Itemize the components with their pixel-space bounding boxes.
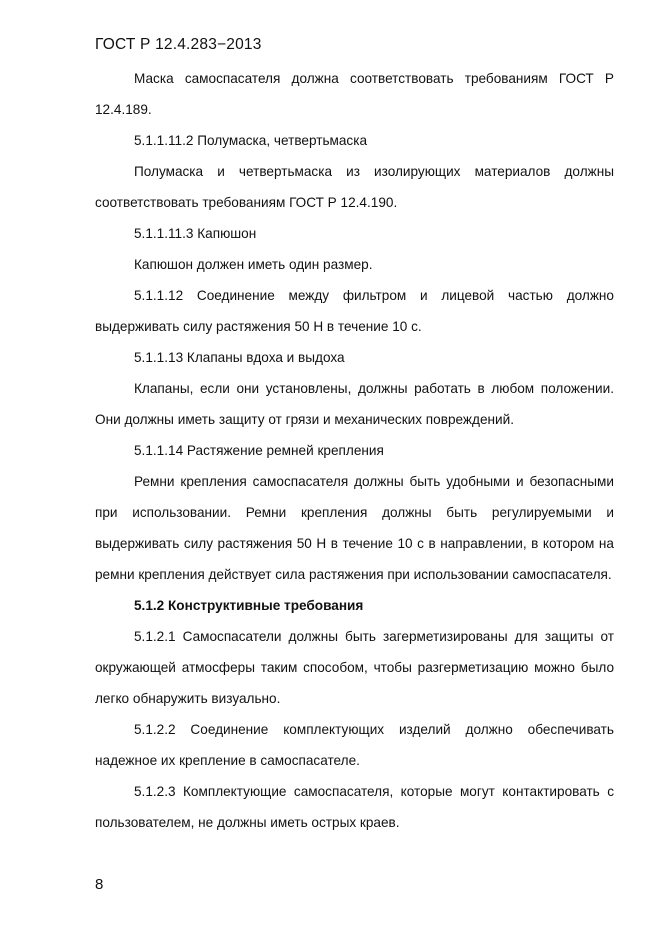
- clause-heading-text: 5.1.1.13 Клапаны вдоха и выдоха: [134, 350, 345, 365]
- paragraph-text: Маска самоспасателя должна соответствовать требованиям ГОСТ Р 12.4.189.: [95, 71, 614, 117]
- section-heading-5-1-2: [95, 590, 614, 621]
- paragraph-text: Клапаны, если они установлены, должны работать в любом положении. Они должны иметь защиту от грязи и механических повреждений.: [95, 381, 614, 427]
- clause-heading-5-1-1-11-2: [95, 125, 614, 156]
- clause-heading-5-1-1-14: [95, 435, 614, 466]
- clause-heading-5-1-1-11-3: [95, 218, 614, 249]
- clause-5-1-2-1: [95, 621, 614, 714]
- paragraph-text: Ремни крепления самоспасателя должны быть удобными и безопасными при использовании. Ремни крепления должны быть регулируемыми и выдерживать силу растяжения 50 Н в течение 10 с в направлении, в котором на ремни крепления действует сила растяжения при использовании самоспасателя.: [95, 474, 614, 582]
- paragraph-text: 5.1.2.1 Самоспасатели должны быть загерметизированы для защиты от окружающей атмосферы таким способом, чтобы разгерметизацию можно было легко обнаружить визуально.: [95, 629, 614, 706]
- page-body: [95, 63, 614, 838]
- clause-heading-5-1-1-13: [95, 342, 614, 373]
- paragraph-text: 5.1.2.3 Комплектующие самоспасателя, которые могут контактировать с пользователем, не должны иметь острых краев.: [95, 784, 614, 830]
- paragraph-text: 5.1.2.2 Соединение комплектующих изделий должно обеспечивать надежное их крепление в самоспасателе.: [95, 722, 614, 768]
- paragraph-hood-requirement: [95, 249, 614, 280]
- paragraph-text: Полумаска и четвертьмаска из изолирующих материалов должны соответствовать требованиям ГОСТ Р 12.4.190.: [95, 164, 614, 210]
- page-number: 8: [95, 876, 104, 893]
- paragraph-valves-requirement: [95, 373, 614, 435]
- clause-5-1-2-3: [95, 776, 614, 838]
- section-heading-text: 5.1.2 Конструктивные требования: [134, 598, 364, 613]
- clause-heading-text: 5.1.1.11.3 Капюшон: [134, 226, 257, 241]
- clause-heading-text: 5.1.1.14 Растяжение ремней крепления: [134, 443, 384, 458]
- paragraph-straps-requirement: [95, 466, 614, 590]
- clause-heading-text: 5.1.1.11.2 Полумаска, четвертьмаска: [134, 133, 368, 148]
- paragraph-mask-requirement: [95, 63, 614, 125]
- document-code-header: ГОСТ Р 12.4.283−2013: [95, 36, 262, 53]
- paragraph-text: Капюшон должен иметь один размер.: [134, 257, 373, 272]
- clause-5-1-2-2: [95, 714, 614, 776]
- paragraph-halfmask-requirement: [95, 156, 614, 218]
- paragraph-text: 5.1.1.12 Соединение между фильтром и лицевой частью должно выдерживать силу растяжения 50 Н в течение 10 с.: [95, 288, 614, 334]
- clause-5-1-1-12: [95, 280, 614, 342]
